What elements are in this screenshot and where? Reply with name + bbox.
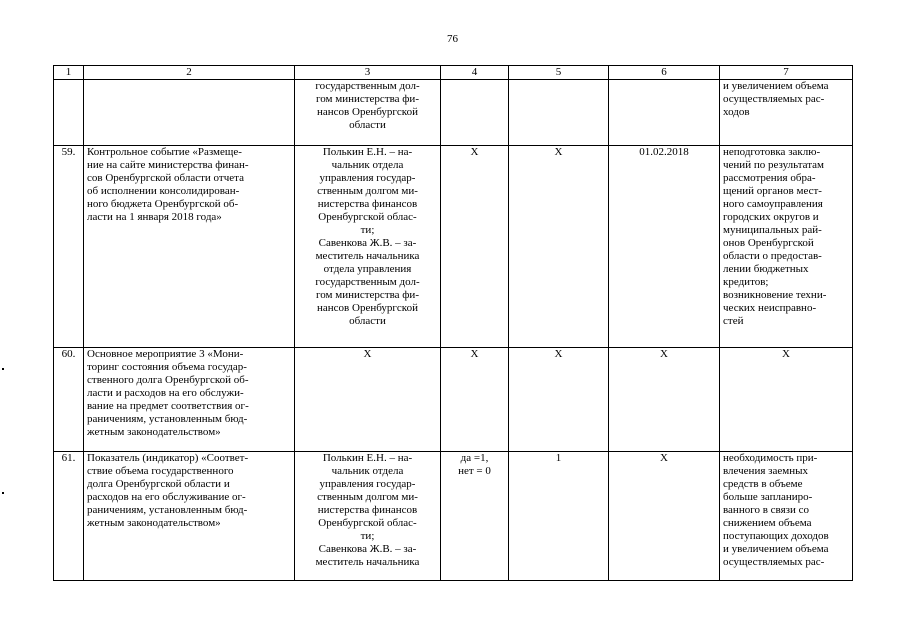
description-cell [84,348,295,452]
value-cell: 1 [509,452,609,581]
scan-margin-mark [2,492,4,494]
cell-text-line: снижением объема [723,517,812,529]
table-row [54,146,853,348]
cell-text-line: Оренбургской облас- [318,517,417,529]
plan-table [53,65,853,581]
cell-text-line: осуществляемых рас- [723,556,825,568]
description-cell [84,80,295,146]
header-cell-1: 1 [54,66,84,80]
cell-text-line: онов Оренбургской [723,237,814,249]
cell-text-line: ласти на 1 января 2018 года» [87,211,222,223]
header-cell-4: 4 [441,66,509,80]
cell-text-line: меститель начальника [315,556,420,568]
cell-text-line: чений по результатам [723,159,825,171]
cell-text-line: ти; [360,224,375,236]
cell-text-line: ходов [723,106,750,118]
indicator-cell: X [441,348,509,452]
cell-text-line: Полькин Е.Н. – на- [322,146,413,158]
cell-text-line: больше запланиро- [723,491,813,503]
risk-cell [720,146,853,348]
cell-text-line: и увеличением объема [723,543,829,555]
cell-text-line: Савенкова Ж.В. – за- [318,237,417,249]
cell-text-line: осуществляемых рас- [723,93,825,105]
risk-cell [720,452,853,581]
cell-text-line: области о предостав- [723,250,822,262]
cell-text-line: ственного долга Оренбургской об- [87,374,249,386]
cell-text-line: ственным долгом ми- [317,491,418,503]
cell-text-line: щений органов мест- [723,185,822,197]
cell-text-line: Контрольное событие «Размеще- [87,146,242,158]
header-cell-6: 6 [609,66,720,80]
row-number-cell: 59. [54,146,84,348]
cell-text-line: лении бюджетных [723,263,809,275]
cell-text-line: необходимость при- [723,452,818,464]
cell-text-line: государственным дол- [315,276,420,288]
cell-text-line: ного самоуправления [723,198,823,210]
cell-text-line: Полькин Е.Н. – на- [322,452,413,464]
risk-cell [720,80,853,146]
cell-text-line: области [349,119,386,131]
description-cell [84,452,295,581]
cell-text-line: нистерства финансов [317,198,418,210]
cell-text-line: раничениям, установленным бюд- [87,504,248,516]
scan-margin-mark [2,368,4,370]
cell-text-line: стей [723,315,744,327]
cell-text-line: Основное мероприятие 3 «Мони- [87,348,244,360]
cell-text-line: Савенкова Ж.В. – за- [318,543,417,555]
cell-text-line: городских округов и [723,211,819,223]
cell-text-line: управления государ- [319,172,416,184]
cell-text-line: ние на сайте министерства финан- [87,159,249,171]
cell-text-line: возникновение техни- [723,289,827,301]
cell-text-line: отдела управления [323,263,412,275]
cell-text-line: расходов на его обслуживание ог- [87,491,246,503]
table-row [54,452,853,581]
risk-cell [720,348,853,452]
date-cell [609,80,720,146]
header-row [54,66,853,80]
description-cell [84,146,295,348]
indicator-cell [441,80,509,146]
cell-text-line: чальник отдела [331,465,404,477]
header-cell-3: 3 [295,66,441,80]
row-number-cell: 61. [54,452,84,581]
cell-text-line: раничениям, установленным бюд- [87,413,248,425]
cell-text-line: средств в объеме [723,478,803,490]
cell-text-line: ванного в связи со [723,504,809,516]
date-cell: X [609,452,720,581]
cell-text-line: жетным законодательством» [87,426,221,438]
cell-text-line: ти; [360,530,375,542]
cell-text-line: X [782,348,790,360]
cell-text-line: гом министерства фи- [316,289,419,301]
cell-text-line: меститель начальника [315,250,420,262]
cell-text-line: ческих неисправно- [723,302,817,314]
page-number: 76 [447,33,458,45]
cell-text-line: нистерства финансов [317,504,418,516]
cell-text-line: ного бюджета Оренбургской об- [87,198,239,210]
cell-text-line: кредитов; [723,276,769,288]
responsible-cell [295,146,441,348]
cell-text-line: и увеличением объема [723,80,829,92]
cell-text-line: вание на предмет соответствия ог- [87,400,249,412]
row-number-cell: 60. [54,348,84,452]
responsible-cell [295,452,441,581]
cell-text-line: жетным законодательством» [87,517,221,529]
cell-text-line: нансов Оренбургской [317,106,418,118]
cell-text-line: сов Оренбургской области отчета [87,172,244,184]
indicator-cell: X [441,146,509,348]
table-row [54,80,853,146]
table-row [54,348,853,452]
cell-text-line: гом министерства фи- [316,93,419,105]
cell-text-line: управления государ- [319,478,416,490]
cell-text-line: ласти и расходов на его обслужи- [87,387,244,399]
cell-text-line: долга Оренбургской области и [87,478,230,490]
value-cell: X [509,348,609,452]
cell-text-line: поступающих доходов [723,530,829,542]
responsible-cell [295,80,441,146]
header-cell-5: 5 [509,66,609,80]
cell-text-line: чальник отдела [331,159,404,171]
responsible-cell [295,348,441,452]
value-cell: X [509,146,609,348]
value-cell [509,80,609,146]
header-cell-2: 2 [84,66,295,80]
cell-text-line: государственным дол- [315,80,420,92]
cell-text-line: об исполнении консолидирован- [87,185,240,197]
cell-text-line: Оренбургской облас- [318,211,417,223]
cell-text-line: неподготовка заклю- [723,146,821,158]
date-cell: 01.02.2018 [609,146,720,348]
cell-text-line: муниципальных рай- [723,224,822,236]
row-number-cell [54,80,84,146]
cell-text-line: влечения заемных [723,465,808,477]
header-cell-7: 7 [720,66,853,80]
cell-text-line: да =1, [460,452,489,464]
cell-text-line: нансов Оренбургской [317,302,418,314]
cell-text-line: рассмотрения обра- [723,172,816,184]
date-cell: X [609,348,720,452]
cell-text-line: X [363,348,372,360]
cell-text-line: нет = 0 [458,465,491,477]
indicator-cell [441,452,509,581]
cell-text-line: ственным долгом ми- [317,185,418,197]
cell-text-line: ствие объема государственного [87,465,234,477]
cell-text-line: области [349,315,386,327]
cell-text-line: Показатель (индикатор) «Соответ- [87,452,249,464]
cell-text-line: торинг состояния объема государ- [87,361,247,373]
